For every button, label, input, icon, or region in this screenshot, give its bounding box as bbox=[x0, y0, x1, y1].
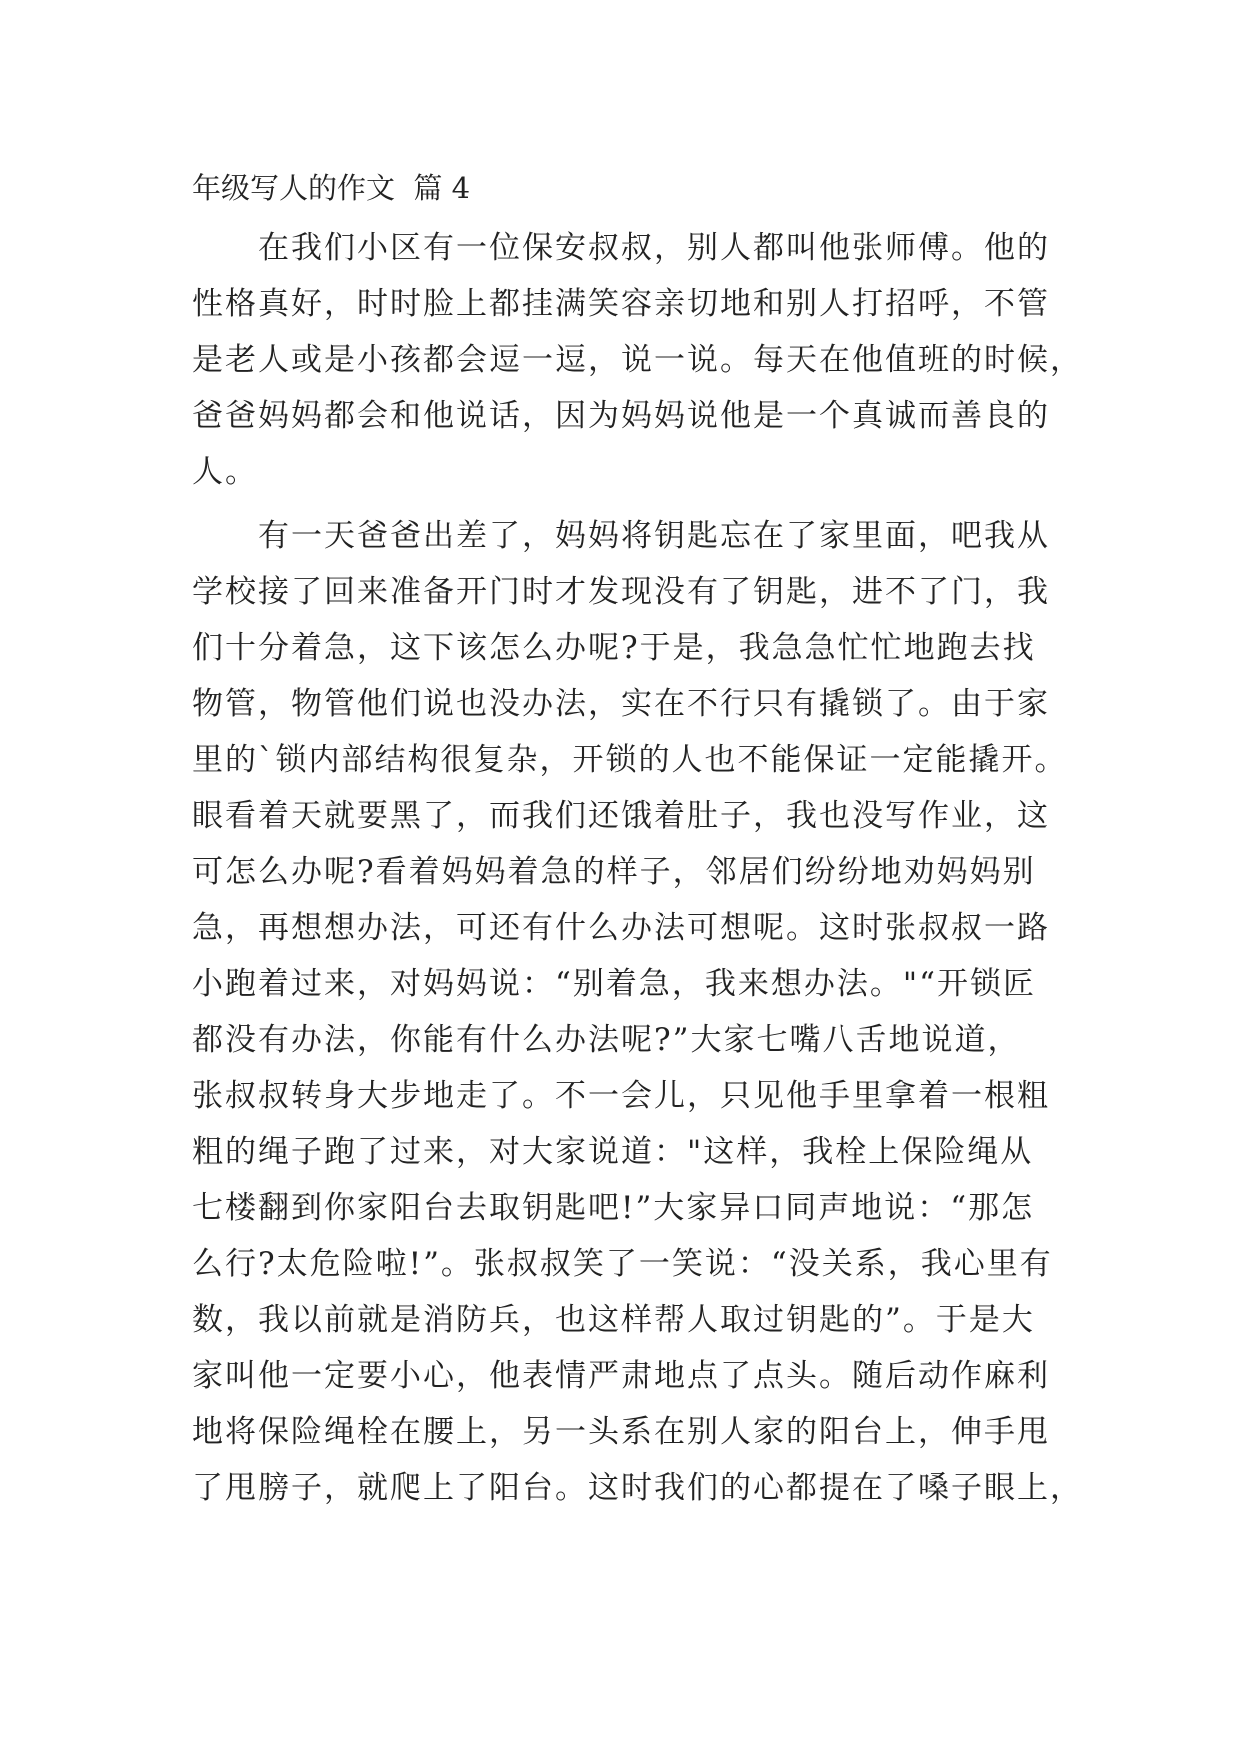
text-line: 们十分着急，这下该怎么办呢?于是，我急急忙忙地跑去找 bbox=[192, 630, 1036, 666]
text-line: 么行?太危险啦!”。张叔叔笑了一笑说：“没关系，我心里有 bbox=[192, 1246, 1053, 1282]
text-line: 数，我以前就是消防兵，也这样帮人取过钥匙的”。于是大 bbox=[192, 1302, 1035, 1338]
text-line: 张叔叔转身大步地走了。不一会儿，只见他手里拿着一根粗 bbox=[192, 1078, 1050, 1114]
text-line: 地将保险绳栓在腰上，另一头系在别人家的阳台上，伸手甩 bbox=[192, 1414, 1050, 1450]
text-line: 都没有办法，你能有什么办法呢?”大家七嘴八舌地说道， bbox=[192, 1022, 1021, 1058]
paragraph-1 bbox=[192, 220, 1083, 500]
essay-title: 年级写人的作文 篇 4 bbox=[192, 171, 471, 205]
text-line: 是老人或是小孩都会逗一逗，说一说。每天在他值班的时候， bbox=[192, 342, 1083, 378]
paragraph-2 bbox=[192, 508, 1083, 1516]
text-line: 家叫他一定要小心，他表情严肃地点了点头。随后动作麻利 bbox=[192, 1358, 1050, 1394]
text-line: 七楼翻到你家阳台去取钥匙吧!”大家异口同声地说：“那怎 bbox=[192, 1190, 1035, 1226]
text-line: 可怎么办呢?看着妈妈着急的样子，邻居们纷纷地劝妈妈别 bbox=[192, 854, 1036, 890]
text-line: 爸爸妈妈都会和他说话，因为妈妈说他是一个真诚而善良的 bbox=[192, 398, 1050, 434]
text-line: 学校接了回来准备开门时才发现没有了钥匙，进不了门，我 bbox=[192, 574, 1050, 610]
text-line: 小跑着过来，对妈妈说：“别着急，我来想办法。"“开锁匠 bbox=[192, 966, 1036, 1002]
text-line: 粗的绳子跑了过来，对大家说道："这样，我栓上保险绳从 bbox=[192, 1134, 1034, 1170]
text-line: 了甩膀子，就爬上了阳台。这时我们的心都提在了嗓子眼上， bbox=[192, 1470, 1083, 1506]
text-line: 眼看着天就要黑了，而我们还饿着肚子，我也没写作业，这 bbox=[192, 798, 1050, 834]
text-line: 在我们小区有一位保安叔叔，别人都叫他张师傅。他的 bbox=[192, 230, 1050, 266]
text-line: 里的`锁内部结构很复杂，开锁的人也不能保证一定能撬开。 bbox=[192, 742, 1068, 778]
text-line: 有一天爸爸出差了，妈妈将钥匙忘在了家里面，吧我从 bbox=[192, 518, 1050, 554]
text-line: 人。 bbox=[192, 454, 258, 490]
text-line: 物管，物管他们说也没办法，实在不行只有撬锁了。由于家 bbox=[192, 686, 1050, 722]
text-line: 急，再想想办法，可还有什么办法可想呢。这时张叔叔一路 bbox=[192, 910, 1050, 946]
text-line: 性格真好，时时脸上都挂满笑容亲切地和别人打招呼，不管 bbox=[192, 286, 1050, 322]
